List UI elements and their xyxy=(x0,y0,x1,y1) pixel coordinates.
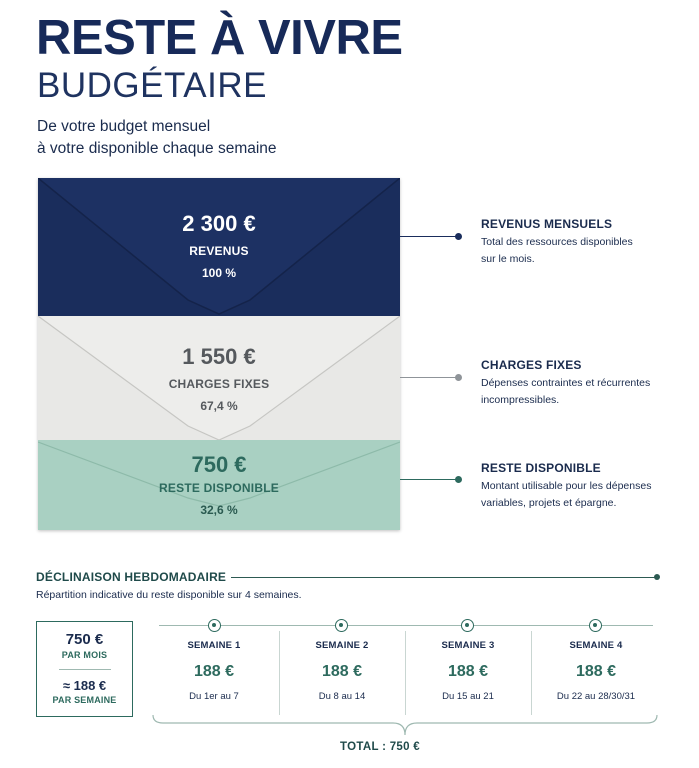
envelope-reste-disponible xyxy=(38,440,400,530)
week-name: SEMAINE 2 xyxy=(315,640,369,651)
envelope-amount: 2 300 € xyxy=(182,211,256,236)
summary-month-label: PAR MOIS xyxy=(61,650,108,660)
legend-description-charges xyxy=(481,375,681,409)
weekly-total: TOTAL : 750 € xyxy=(340,741,420,753)
weekly-description: Répartition indicative du reste disponible sur 4 semaines. xyxy=(36,589,302,601)
envelope-percent: 67,4 % xyxy=(200,399,238,413)
connector-dot xyxy=(455,233,462,240)
week-marker-icon xyxy=(461,619,474,632)
week-column-3 xyxy=(408,640,528,702)
legend-line: sur le mois. xyxy=(481,253,535,265)
intro-text xyxy=(37,116,277,160)
week-separator xyxy=(279,631,280,715)
weeks-timeline xyxy=(159,625,653,626)
envelope-stack-illustration xyxy=(38,178,400,530)
week-amount: 188 € xyxy=(321,663,363,680)
week-separator xyxy=(405,631,406,715)
legend-heading-revenus: REVENUS MENSUELS xyxy=(481,217,613,231)
week-range: Du 8 au 14 xyxy=(318,691,366,702)
week-range: Du 15 au 21 xyxy=(442,691,494,702)
legend-description-reste xyxy=(481,478,681,512)
week-name: SEMAINE 3 xyxy=(441,640,495,651)
intro-line-2: à votre disponible chaque semaine xyxy=(37,140,277,157)
weekly-heading: DÉCLINAISON HEBDOMADAIRE xyxy=(36,570,227,584)
legend-description-revenus xyxy=(481,234,681,268)
envelope-amount: 750 € xyxy=(191,452,247,477)
envelope-label: RESTE DISPONIBLE xyxy=(159,481,279,495)
week-column-1 xyxy=(154,640,274,702)
weekly-heading-dot xyxy=(654,574,660,580)
connector-line xyxy=(400,236,458,237)
legend-line: incompressibles. xyxy=(481,394,560,406)
legend-heading-charges: CHARGES FIXES xyxy=(481,358,582,372)
connector-line xyxy=(400,479,458,480)
legend-line: Dépenses contraintes et récurrentes xyxy=(481,377,651,389)
legend-line: Total des ressources disponibles xyxy=(481,236,633,248)
weekly-heading-rule xyxy=(231,577,657,578)
week-amount: 188 € xyxy=(193,663,235,680)
legend-heading-reste: RESTE DISPONIBLE xyxy=(481,461,601,475)
total-brace xyxy=(150,714,660,740)
summary-divider xyxy=(59,669,111,670)
envelope-revenus xyxy=(38,178,400,316)
summary-month-amount: 750 € xyxy=(65,631,104,648)
intro-line-1: De votre budget mensuel xyxy=(37,118,211,135)
week-range: Du 1er au 7 xyxy=(189,691,239,702)
envelope-amount: 1 550 € xyxy=(182,344,256,369)
week-amount: 188 € xyxy=(447,663,489,680)
page-title: RESTE À VIVRE xyxy=(36,11,403,65)
week-marker-icon xyxy=(589,619,602,632)
summary-box xyxy=(36,621,133,717)
summary-week-label: PAR SEMAINE xyxy=(52,695,117,705)
envelope-label: CHARGES FIXES xyxy=(168,377,270,391)
week-column-2 xyxy=(282,640,402,702)
week-name: SEMAINE 1 xyxy=(187,640,241,651)
week-column-4 xyxy=(536,640,656,702)
connector-dot xyxy=(455,476,462,483)
week-marker-icon xyxy=(335,619,348,632)
page-subtitle: BUDGÉTAIRE xyxy=(37,66,267,105)
summary-week-amount: ≈ 188 € xyxy=(62,678,107,693)
envelope-label: REVENUS xyxy=(189,244,249,258)
week-amount: 188 € xyxy=(575,663,617,680)
week-range: Du 22 au 28/30/31 xyxy=(556,691,636,702)
legend-line: variables, projets et épargne. xyxy=(481,497,617,509)
envelope-percent: 32,6 % xyxy=(200,503,238,517)
envelope-percent: 100 % xyxy=(201,266,237,280)
week-separator xyxy=(531,631,532,715)
week-name: SEMAINE 4 xyxy=(569,640,623,651)
legend-line: Montant utilisable pour les dépenses xyxy=(481,480,652,492)
connector-line xyxy=(400,377,458,378)
week-marker-icon xyxy=(208,619,221,632)
connector-dot xyxy=(455,374,462,381)
envelope-charges-fixes xyxy=(38,316,400,440)
